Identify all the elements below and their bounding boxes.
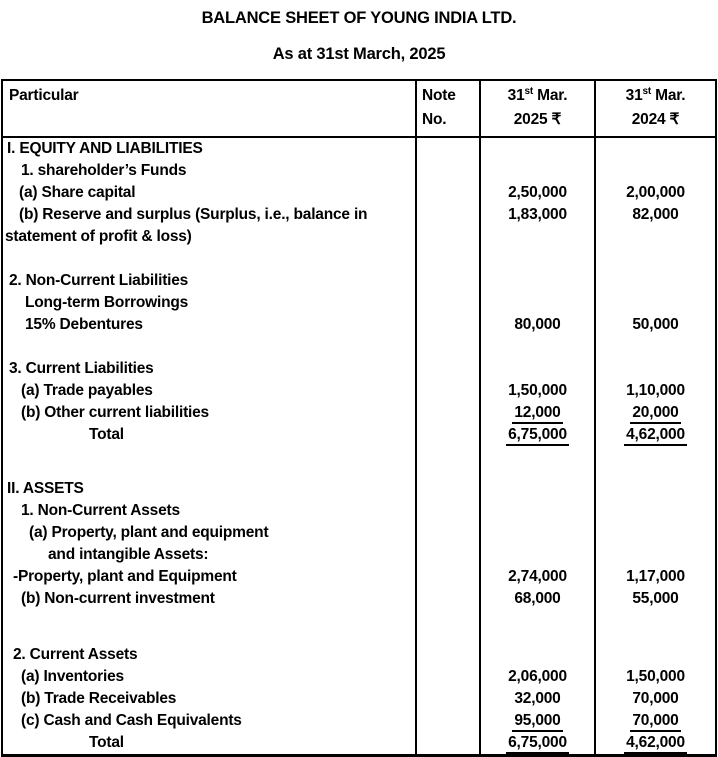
row-label: 2. Non-Current Liabilities [9, 272, 189, 289]
table-row [3, 314, 715, 336]
table-row [3, 544, 715, 566]
row-label: Total [89, 426, 124, 443]
row-2025-cell [479, 424, 594, 446]
table-body [3, 138, 715, 754]
row-2024-value: 70,000 [630, 711, 680, 732]
table-row [3, 380, 715, 402]
row-2024-cell [594, 226, 715, 248]
table-row [3, 732, 715, 754]
row-note-cell [415, 710, 479, 732]
row-note-cell [415, 292, 479, 314]
row-note-cell [415, 402, 479, 424]
row-note-cell [415, 610, 479, 644]
row-label: (b) Other current liabilities [21, 404, 209, 421]
row-2025-cell [479, 380, 594, 402]
row-2024-value: 4,62,000 [624, 425, 687, 446]
row-note-cell [415, 270, 479, 292]
row-2024-cell [594, 446, 715, 478]
row-2024-value: 4,62,000 [624, 733, 687, 754]
row-particular-cell [3, 688, 415, 710]
table-row [3, 160, 715, 182]
table-row [3, 292, 715, 314]
row-particular-cell [3, 402, 415, 424]
row-particular-cell [3, 182, 415, 204]
row-2024-value: 50,000 [632, 316, 679, 333]
row-2025-cell [479, 588, 594, 610]
table-row [3, 588, 715, 610]
balance-sheet-table [1, 79, 717, 757]
header-2025-line2: 2025 ₹ [513, 111, 562, 128]
row-2024-cell [594, 732, 715, 754]
row-2025-cell [479, 732, 594, 754]
row-label: (b) Reserve and surplus (Surplus, i.e., balance in [19, 206, 368, 223]
row-label: 15% Debentures [25, 316, 143, 333]
row-2025-cell [479, 358, 594, 380]
row-2024-value: 1,50,000 [626, 668, 685, 685]
row-2024-cell [594, 292, 715, 314]
header-note-line1: Note [422, 87, 456, 104]
header-31-mar-2025 [479, 81, 594, 136]
row-note-cell [415, 644, 479, 666]
row-2025-value: 68,000 [514, 590, 561, 607]
row-label: Long-term Borrowings [25, 294, 189, 311]
row-2024-cell [594, 270, 715, 292]
row-label: I. EQUITY AND LIABILITIES [7, 140, 203, 157]
row-2025-value: 1,50,000 [508, 382, 567, 399]
row-particular-cell [3, 138, 415, 160]
row-note-cell [415, 666, 479, 688]
row-note-cell [415, 446, 479, 478]
row-particular-cell [3, 666, 415, 688]
row-note-cell [415, 138, 479, 160]
row-particular-cell [3, 270, 415, 292]
table-row [3, 446, 715, 478]
row-2024-cell [594, 160, 715, 182]
row-particular-cell [3, 588, 415, 610]
row-note-cell [415, 248, 479, 270]
row-note-cell [415, 226, 479, 248]
row-2025-cell [479, 270, 594, 292]
row-2025-cell [479, 204, 594, 226]
row-note-cell [415, 522, 479, 544]
row-label: (b) Non-current investment [21, 590, 215, 607]
row-2024-value: 2,00,000 [626, 184, 685, 201]
row-2025-value: 12,000 [512, 403, 562, 424]
row-particular-cell [3, 292, 415, 314]
table-row [3, 688, 715, 710]
row-particular-cell [3, 314, 415, 336]
row-2025-cell [479, 138, 594, 160]
row-label: -Property, plant and Equipment [13, 568, 237, 585]
table-row [3, 248, 715, 270]
row-particular-cell [3, 336, 415, 358]
row-2024-value: 70,000 [632, 690, 679, 707]
row-2024-cell [594, 358, 715, 380]
row-2025-cell [479, 402, 594, 424]
row-2025-value: 95,000 [512, 711, 562, 732]
table-row [3, 500, 715, 522]
row-label: 1. Non-Current Assets [21, 502, 180, 519]
row-2025-value: 2,06,000 [508, 668, 567, 685]
row-2025-value: 32,000 [514, 690, 561, 707]
row-2024-cell [594, 138, 715, 160]
table-row [3, 182, 715, 204]
row-particular-cell [3, 446, 415, 478]
row-note-cell [415, 588, 479, 610]
row-note-cell [415, 336, 479, 358]
row-particular-cell [3, 710, 415, 732]
row-2025-cell [479, 710, 594, 732]
row-2024-cell [594, 380, 715, 402]
header-note-line2: No. [422, 111, 447, 128]
header-note-no [415, 81, 479, 136]
row-2024-cell [594, 566, 715, 588]
row-particular-cell [3, 160, 415, 182]
table-row [3, 204, 715, 226]
row-2024-cell [594, 402, 715, 424]
row-label: 2. Current Assets [13, 646, 138, 663]
row-particular-cell [3, 566, 415, 588]
row-2024-cell [594, 248, 715, 270]
row-2024-cell [594, 588, 715, 610]
row-2024-value: 20,000 [630, 403, 680, 424]
row-2024-value: 82,000 [632, 206, 679, 223]
row-2025-cell [479, 478, 594, 500]
row-2025-cell [479, 182, 594, 204]
row-label: II. ASSETS [7, 480, 84, 497]
row-particular-cell [3, 732, 415, 754]
row-2025-cell [479, 292, 594, 314]
header-31-mar-2024 [594, 81, 715, 136]
row-label: statement of profit & loss) [5, 228, 192, 245]
row-2025-cell [479, 336, 594, 358]
row-2024-cell [594, 182, 715, 204]
row-2025-cell [479, 544, 594, 566]
row-2024-cell [594, 710, 715, 732]
row-2024-value: 1,17,000 [626, 568, 685, 585]
row-label: Total [89, 734, 124, 751]
row-particular-cell [3, 544, 415, 566]
row-2024-cell [594, 666, 715, 688]
table-row [3, 270, 715, 292]
table-row [3, 358, 715, 380]
table-header-row [3, 81, 715, 138]
row-label: 3. Current Liabilities [9, 360, 154, 377]
table-row [3, 644, 715, 666]
row-2024-cell [594, 500, 715, 522]
page-subtitle: As at 31st March, 2025 [272, 45, 446, 63]
row-2025-cell [479, 610, 594, 644]
row-particular-cell [3, 358, 415, 380]
table-row [3, 424, 715, 446]
page-title: BALANCE SHEET OF YOUNG INDIA LTD. [201, 9, 517, 27]
row-2025-value: 2,50,000 [508, 184, 567, 201]
table-row [3, 138, 715, 160]
row-note-cell [415, 500, 479, 522]
row-particular-cell [3, 500, 415, 522]
row-2025-cell [479, 446, 594, 478]
row-note-cell [415, 478, 479, 500]
row-2025-value: 80,000 [514, 316, 561, 333]
table-row [3, 226, 715, 248]
row-2024-cell [594, 688, 715, 710]
row-particular-cell [3, 380, 415, 402]
row-note-cell [415, 424, 479, 446]
table-row [3, 402, 715, 424]
row-2025-value: 2,74,000 [508, 568, 567, 585]
row-label: (a) Trade payables [21, 382, 153, 399]
row-note-cell [415, 732, 479, 754]
row-label: 1. shareholder’s Funds [21, 162, 187, 179]
row-note-cell [415, 160, 479, 182]
table-row [3, 478, 715, 500]
row-2025-cell [479, 314, 594, 336]
row-particular-cell [3, 204, 415, 226]
row-label: (b) Trade Receivables [21, 690, 177, 707]
row-2025-cell [479, 160, 594, 182]
row-label: (a) Property, plant and equipment [29, 524, 269, 541]
row-particular-cell [3, 610, 415, 644]
row-2025-value: 6,75,000 [506, 425, 569, 446]
row-2025-value: 1,83,000 [508, 206, 567, 223]
header-2024-line2: 2024 ₹ [631, 111, 680, 128]
row-particular-cell [3, 522, 415, 544]
row-2025-cell [479, 226, 594, 248]
row-label: and intangible Assets: [48, 546, 209, 563]
table-row [3, 666, 715, 688]
row-note-cell [415, 314, 479, 336]
row-2025-cell [479, 522, 594, 544]
row-2024-cell [594, 522, 715, 544]
row-2024-cell [594, 336, 715, 358]
row-2025-cell [479, 566, 594, 588]
row-2025-cell [479, 644, 594, 666]
table-row [3, 566, 715, 588]
row-particular-cell [3, 226, 415, 248]
row-2024-value: 1,10,000 [626, 382, 685, 399]
row-note-cell [415, 688, 479, 710]
row-note-cell [415, 204, 479, 226]
row-2025-cell [479, 666, 594, 688]
table-row [3, 610, 715, 644]
row-note-cell [415, 544, 479, 566]
row-particular-cell [3, 478, 415, 500]
row-2024-cell [594, 610, 715, 644]
header-particular: Particular [9, 87, 79, 104]
row-note-cell [415, 182, 479, 204]
row-2025-cell [479, 688, 594, 710]
row-2024-cell [594, 314, 715, 336]
row-2024-value: 55,000 [632, 590, 679, 607]
row-particular-cell [3, 424, 415, 446]
row-label: (a) Inventories [21, 668, 124, 685]
table-row [3, 522, 715, 544]
row-2024-cell [594, 544, 715, 566]
row-2024-cell [594, 204, 715, 226]
header-2025-line1: 31st Mar. [507, 85, 568, 104]
row-label: (c) Cash and Cash Equivalents [21, 712, 242, 729]
row-note-cell [415, 358, 479, 380]
header-2024-line1: 31st Mar. [625, 85, 686, 104]
row-particular-cell [3, 248, 415, 270]
row-2025-cell [479, 248, 594, 270]
row-2025-value: 6,75,000 [506, 733, 569, 754]
table-row [3, 710, 715, 732]
row-2024-cell [594, 478, 715, 500]
row-2025-cell [479, 500, 594, 522]
row-particular-cell [3, 644, 415, 666]
row-2024-cell [594, 424, 715, 446]
table-row [3, 336, 715, 358]
row-2024-cell [594, 644, 715, 666]
row-note-cell [415, 380, 479, 402]
row-note-cell [415, 566, 479, 588]
row-label: (a) Share capital [19, 184, 136, 201]
